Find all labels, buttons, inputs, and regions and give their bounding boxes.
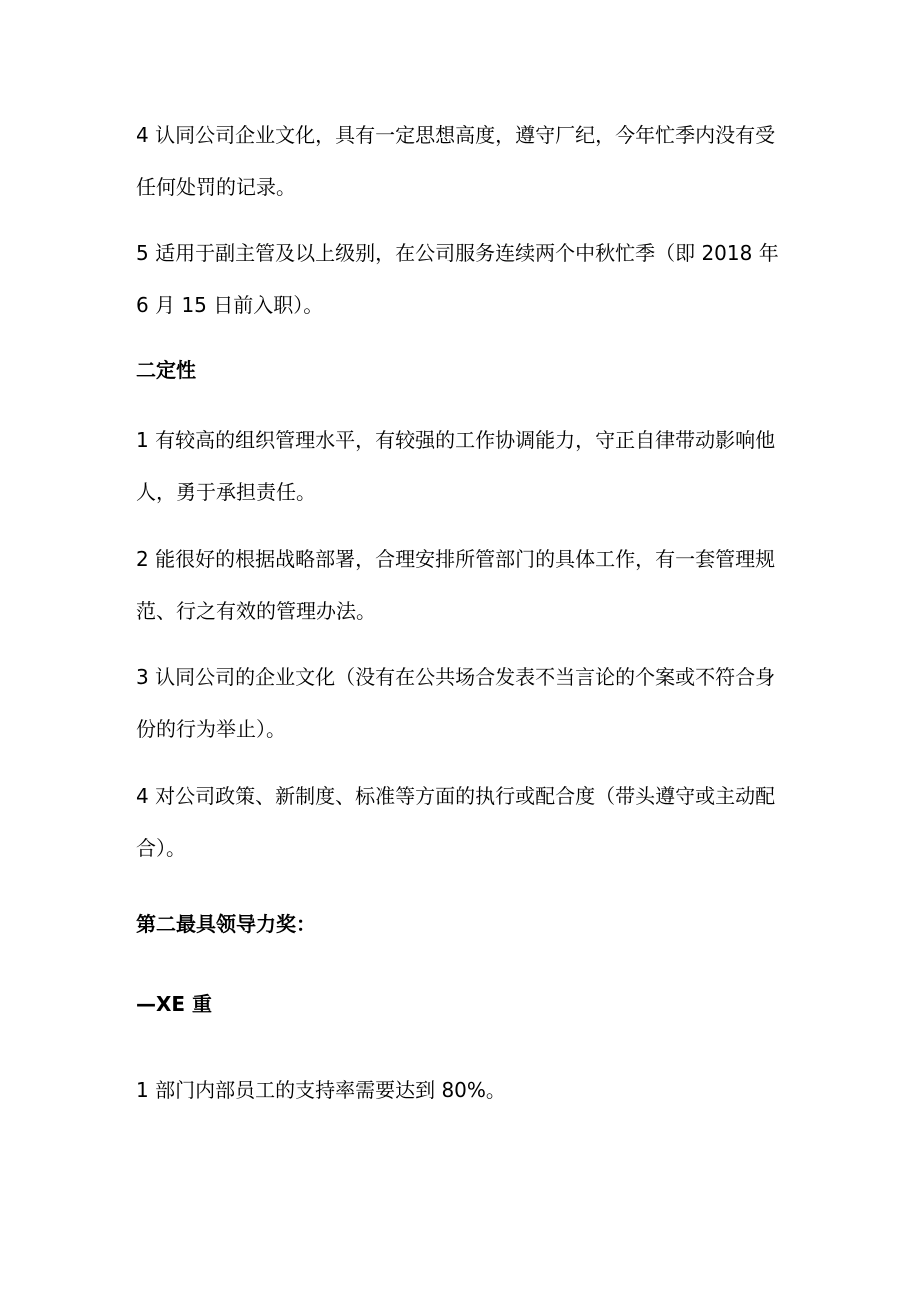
heading-text: 二定性 [136,358,196,382]
paragraph-management-ability [136,414,784,518]
heading-text: 第二最具领导力奖： [136,912,316,936]
paragraph-policy-compliance [136,770,784,874]
text-line: 范、行之有效的管理办法。 [136,599,376,623]
text-line: 人，勇于承担责任。 [136,480,316,504]
text-line: 合）。 [136,836,186,860]
text-line: 份的行为举止）。 [136,717,286,741]
paragraph-culture-discipline [136,109,784,213]
heading-leadership-award [136,898,784,950]
text-line: 2 能很好的根据战略部署，合理安排所管部门的具体工作，有一套管理规 [136,547,776,571]
text-line: 4 对公司政策、新制度、标准等方面的执行或配合度（带头遵守或主动配 [136,784,776,808]
text-line: 1 部门内部员工的支持率需要达到 80%。 [136,1078,506,1102]
text-line: 1 有较高的组织管理水平，有较强的工作协调能力，守正自律带动影响他 [136,428,776,452]
heading-qualitative [136,344,784,396]
text-line: 6 月 15 日前入职）。 [136,293,324,317]
text-line: 3 认同公司的企业文化（没有在公共场合发表不当言论的个案或不符合身 [136,665,776,689]
paragraph-support-rate [136,1064,784,1116]
heading-xe-weight [136,978,784,1030]
paragraph-corporate-culture [136,651,784,755]
text-line: 5 适用于副主管及以上级别，在公司服务连续两个中秋忙季（即 2018 年 [136,241,779,265]
text-line: 任何处罚的记录。 [136,175,296,199]
text-line: 4 认同公司企业文化，具有一定思想高度，遵守厂纪，今年忙季内没有受 [136,123,776,147]
heading-text: —XE 重 [136,992,213,1016]
paragraph-strategy-execution [136,533,784,637]
paragraph-service-eligibility [136,227,784,331]
